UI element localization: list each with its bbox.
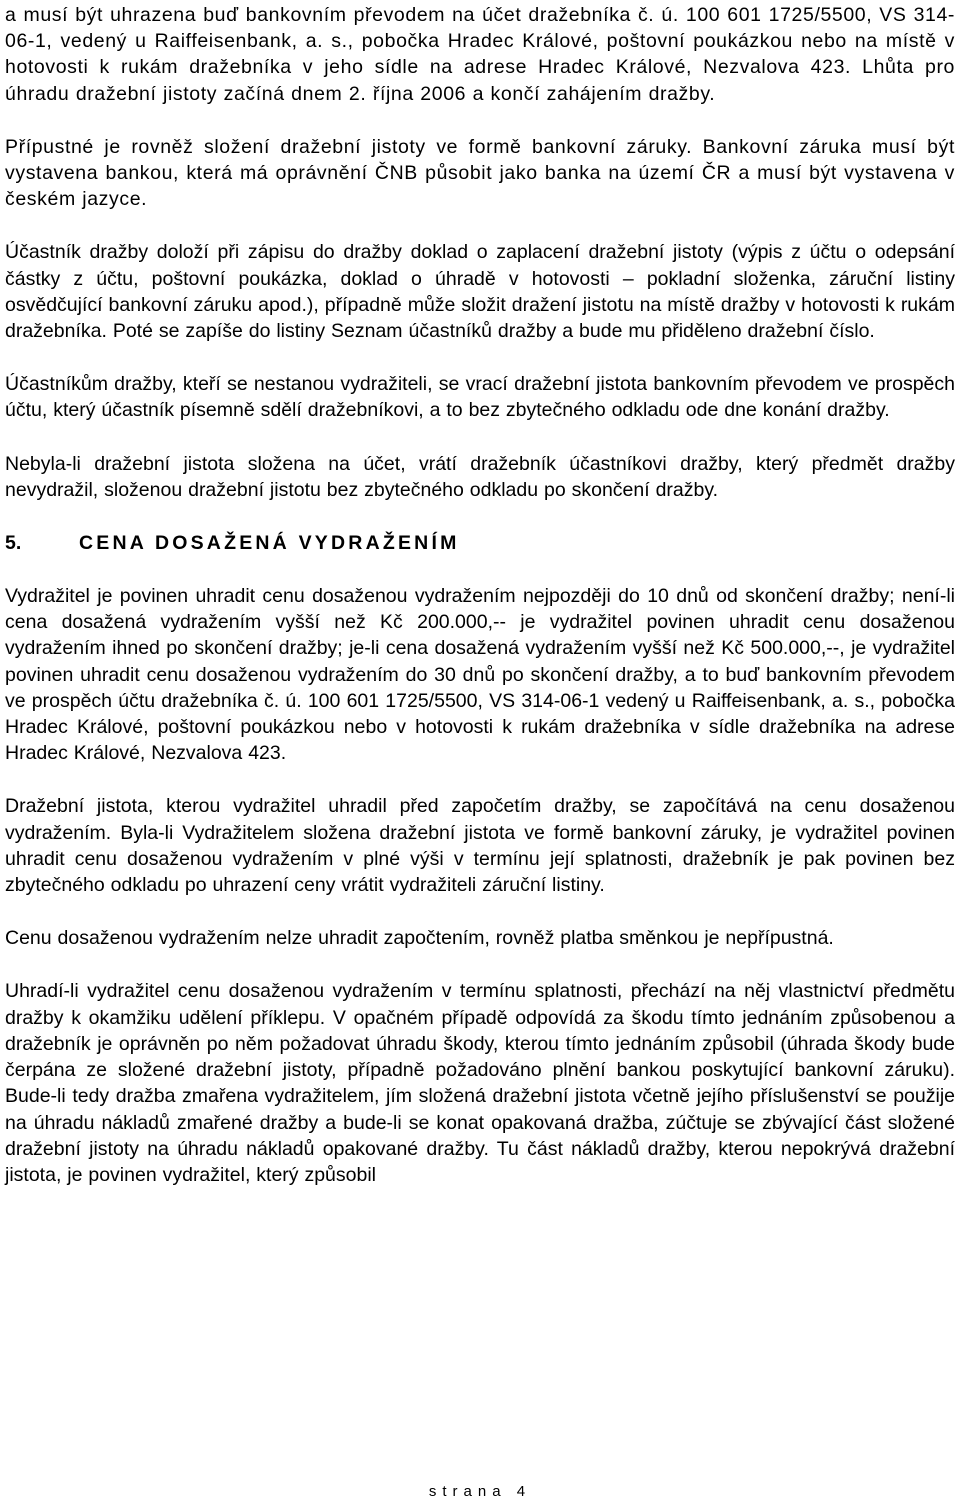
paragraph-bank-guarantee: Přípustné je rovněž složení dražební jistoty ve formě bankovní záruky. Bankovní záruka musí být vystavena bankou, která má oprávnění ČNB působit jako banka na území ČR a musí být vystavena v českém jazyce. xyxy=(5,135,955,211)
document-page xyxy=(5,0,955,1215)
page-number-footer: strana 4 xyxy=(428,1483,532,1500)
paragraph-price-payment-deadline: Vydražitel je povinen uhradit cenu dosaženou vydražením nejpozději do 10 dnů od skončení dražby; není-li cena dosažená vydražením vyšší než Kč 200.000,-- je vydražitel povinen uhradit cenu dosaženou vydražením ihned po skončení dražby; je-li cena dosažená vydražením vyšší než Kč 500.000,--, je vydražitel povinen uhradit cenu dosaženou vydražením do 30 dnů po skončení dražby, a to buď bankovním převodem ve prospěch účtu dražebníka č. ú. 100 601 1725/5500, VS 314-06-1 vedený u Raiffeisenbank, a. s., pobočka Hradec Králové, poštovní poukázkou nebo v hotovosti k rukám dražebníka v sídle dražebníka na adrese Hradec Králové, Nezvalova 423. xyxy=(5,585,955,765)
paragraph-deposit-return-transfer: Účastníkům dražby, kteří se nestanou vydražiteli, se vrací dražební jistota bankovním převodem ve prospěch účtu, který účastník písemně sdělí dražebníkovi, a to bez zbytečného odkladu ode dne konání dražby. xyxy=(5,373,955,422)
paragraph-ownership-transfer: Uhradí-li vydražitel cenu dosaženou vydražením v termínu splatnosti, přechází na něj vlastnictví předmětu dražby k okamžiku udělení příklepu. V opačném případě odpovídá za škodu tímto jednáním způsobenou a dražebník je oprávněn po něm požadovat úhradu škody, kterou tímto jednáním způsobil (úhrada škody bude čerpána ze složené dražební jistoty, případně požadováno plnění bankou poskytující bankovní záruku). Bude-li tedy dražba zmařena vydražitelem, jím složená dražební jistota včetně jejího příslušenství se použije na úhradu nákladů zmařené dražby a bude-li se konat opakovaná dražba, zúčtuje se zbývající část složené dražební jistoty na úhradu nákladů opakované dražby. Tu část nákladů dražby, kterou nepokrývá dražební jistota, je povinen vydražitel, který způsobil xyxy=(5,980,955,1186)
section-number: 5. xyxy=(5,532,22,555)
section-heading xyxy=(5,530,955,556)
paragraph-no-offset-payment: Cenu dosaženou vydražením nelze uhradit započtením, rovněž platba směnkou je nepřípustná. xyxy=(5,927,834,950)
section-title: CENA DOSAŽENÁ VYDRAŽENÍM xyxy=(79,532,460,555)
paragraph-proof-of-payment: Účastník dražby doloží při zápisu do dražby doklad o zaplacení dražební jistoty (výpis z účtu o odepsání částky z účtu, poštovní poukázka, doklad o úhradě v hotovosti – pokladní složenka, záruční listiny osvědčující bankovní záruku apod.), případně může složit dražení jistotu na místě dražby v hotovosti k rukám dražebníka. Poté se zapíše do listiny Seznam účastníků dražby a bude mu přiděleno dražební číslo. xyxy=(5,241,955,343)
paragraph-deposit-offset: Dražební jistota, kterou vydražitel uhradil před započetím dražby, se započítává na cenu dosaženou vydražením. Byla-li Vydražitelem složena dražební jistota ve formě bankovní záruky, je vydražitel povinen uhradit cenu dosaženou vydražením v plné výši v termínu její splatnosti, dražebník je pak povinen bez zbytečného odkladu po uhrazení ceny vrátit vydražiteli záruční listiny. xyxy=(5,795,955,897)
paragraph-deposit-return-cash: Nebyla-li dražební jistota složena na účet, vrátí dražebník účastníkovi dražby, který předmět dražby nevydražil, složenou dražební jistotu bez zbytečného odkladu po skončení dražby. xyxy=(5,452,955,501)
paragraph-payment-methods: a musí být uhrazena buď bankovním převodem na účet dražebníka č. ú. 100 601 1725/5500, VS 314-06-1, vedený u Raiffeisenbank, a. s., pobočka Hradec Králové, poštovní poukázkou nebo na místě v hotovosti k rukám dražebníka v jeho sídle na adrese Hradec Králové, Nezvalova 423. Lhůta pro úhradu dražební jistoty začíná dnem 2. října 2006 a končí zahájením dražby. xyxy=(5,4,955,105)
